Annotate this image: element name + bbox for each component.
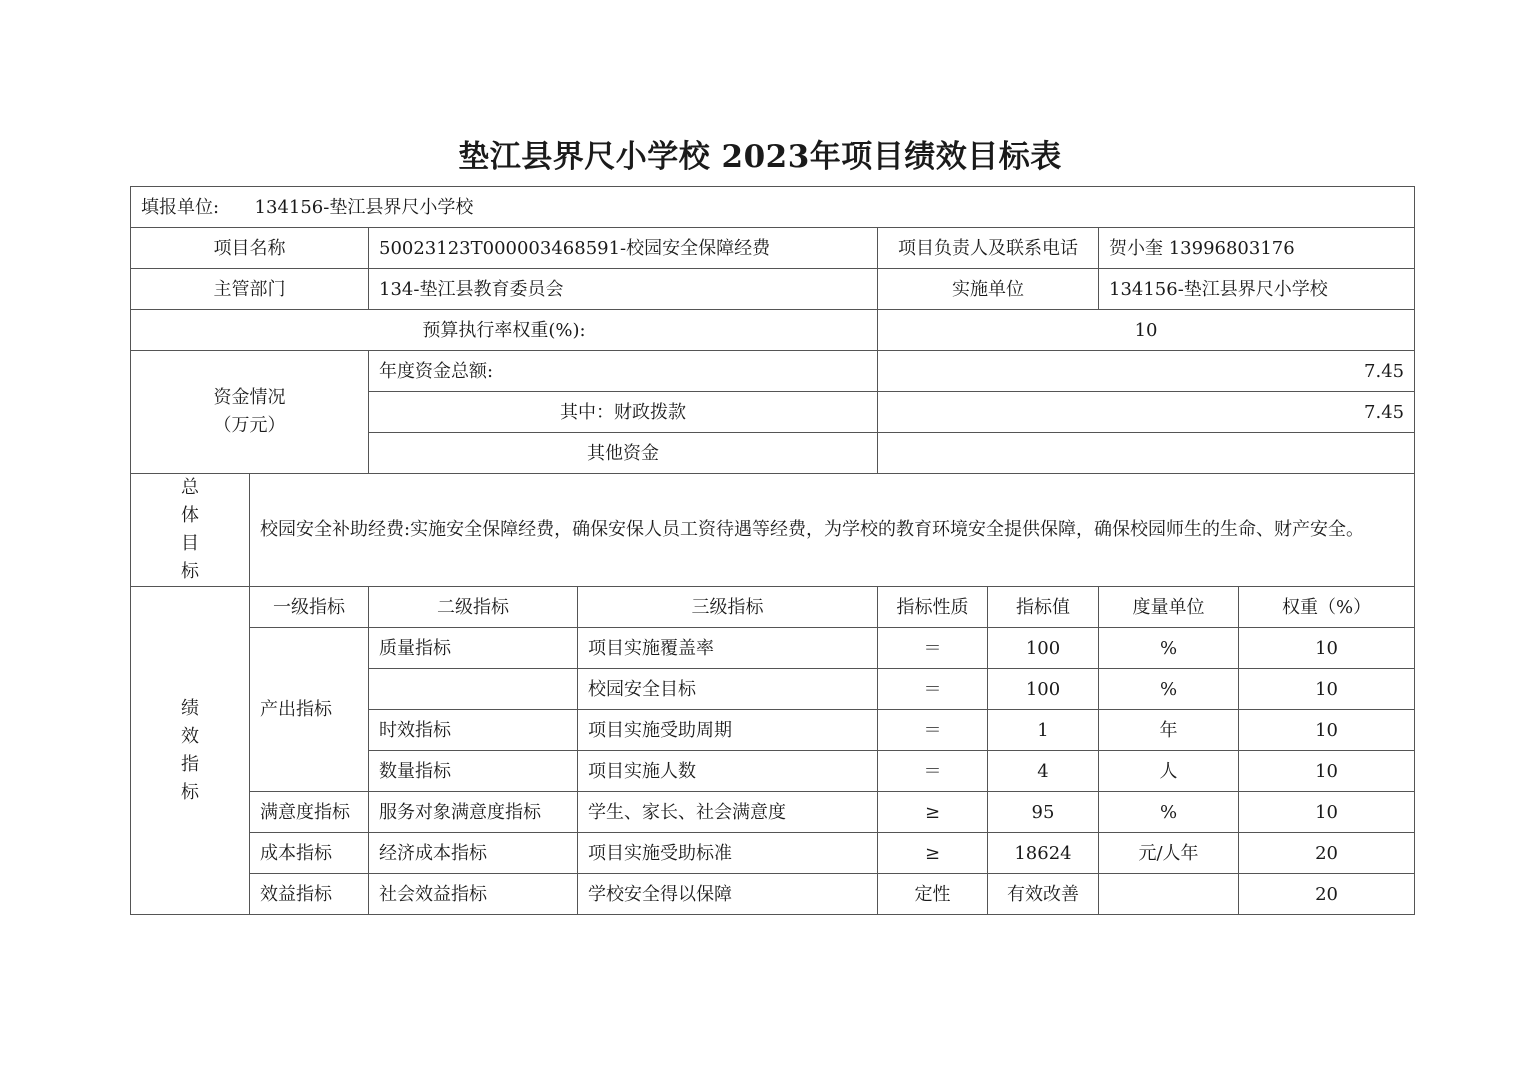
annual-total-value: 7.45 xyxy=(878,351,1415,392)
fill-unit-row xyxy=(131,187,1415,228)
annual-total-row xyxy=(131,351,1415,392)
perf-label-char: 指 xyxy=(181,753,199,775)
level1-cell: 效益指标 xyxy=(250,874,369,915)
other-funds-value xyxy=(878,433,1415,474)
level2-cell: 经济成本指标 xyxy=(369,833,578,874)
unit-cell: % xyxy=(1099,669,1239,710)
goal-label-char: 总 xyxy=(181,477,199,498)
fiscal-value: 7.45 xyxy=(878,392,1415,433)
level2-cell: 社会效益指标 xyxy=(369,874,578,915)
header-unit: 度量单位 xyxy=(1099,587,1239,628)
level1-cell: 满意度指标 xyxy=(250,792,369,833)
level1-cell: 成本指标 xyxy=(250,833,369,874)
level2-cell: 服务对象满意度指标 xyxy=(369,792,578,833)
level3-cell: 学生、家长、社会满意度 xyxy=(578,792,878,833)
header-nature: 指标性质 xyxy=(878,587,988,628)
value-cell: 95 xyxy=(988,792,1099,833)
indicator-header-row xyxy=(131,587,1415,628)
goal-label-char: 目 xyxy=(181,533,199,554)
nature-cell: ＝ xyxy=(878,710,988,751)
value-cell: 有效改善 xyxy=(988,874,1099,915)
weight-cell: 10 xyxy=(1239,628,1415,669)
fill-unit-label: 填报单位: xyxy=(141,196,220,218)
perf-label-char: 标 xyxy=(181,781,199,803)
annual-total-label: 年度资金总额: xyxy=(369,351,878,392)
table-row xyxy=(131,792,1415,833)
budget-weight-row xyxy=(131,310,1415,351)
overall-goal-label xyxy=(131,474,250,587)
level3-cell: 项目实施人数 xyxy=(578,751,878,792)
unit-cell: 元/人年 xyxy=(1099,833,1239,874)
impl-value: 134156-垫江县界尺小学校 xyxy=(1099,269,1415,310)
perf-label-char: 效 xyxy=(181,725,199,747)
perf-label-char: 绩 xyxy=(181,697,199,719)
goal-label-char: 体 xyxy=(181,505,199,526)
weight-cell: 20 xyxy=(1239,833,1415,874)
nature-cell: ＝ xyxy=(878,669,988,710)
level2-cell xyxy=(369,669,578,710)
page-title: 垫江县界尺小学校 2023年项目绩效目标表 xyxy=(458,139,1062,175)
header-level3: 三级指标 xyxy=(578,587,878,628)
overall-goal-text: 校园安全补助经费:实施安全保障经费，确保安保人员工资待遇等经费，为学校的教育环境安全提供保障，确保校园师生的生命、财产安全。 xyxy=(250,474,1415,587)
contact-label: 项目负责人及联系电话 xyxy=(878,228,1099,269)
project-name-label: 项目名称 xyxy=(131,228,369,269)
budget-weight-label: 预算执行率权重(%): xyxy=(131,310,878,351)
contact-value: 贺小奎 13996803176 xyxy=(1099,228,1415,269)
output-group-label: 产出指标 xyxy=(250,628,369,792)
nature-cell: ＝ xyxy=(878,628,988,669)
funds-label xyxy=(131,351,369,474)
funds-label-unit: （万元） xyxy=(213,415,286,436)
unit-cell: 人 xyxy=(1099,751,1239,792)
nature-cell: ≥ xyxy=(878,792,988,833)
unit-cell: % xyxy=(1099,628,1239,669)
fill-unit-cell xyxy=(131,187,1415,228)
performance-label xyxy=(131,587,250,915)
level2-cell: 时效指标 xyxy=(369,710,578,751)
value-cell: 4 xyxy=(988,751,1099,792)
weight-cell: 10 xyxy=(1239,751,1415,792)
level2-cell: 数量指标 xyxy=(369,751,578,792)
level3-cell: 项目实施覆盖率 xyxy=(578,628,878,669)
level3-cell: 校园安全目标 xyxy=(578,669,878,710)
dept-value: 134-垫江县教育委员会 xyxy=(369,269,878,310)
header-level1: 一级指标 xyxy=(250,587,369,628)
table-row xyxy=(131,874,1415,915)
table-row xyxy=(131,833,1415,874)
value-cell: 18624 xyxy=(988,833,1099,874)
dept-label: 主管部门 xyxy=(131,269,369,310)
weight-cell: 10 xyxy=(1239,710,1415,751)
level2-cell: 质量指标 xyxy=(369,628,578,669)
project-name-row xyxy=(131,228,1415,269)
budget-weight-value: 10 xyxy=(878,310,1415,351)
weight-cell: 20 xyxy=(1239,874,1415,915)
funds-label-main: 资金情况 xyxy=(213,387,286,408)
unit-cell: 年 xyxy=(1099,710,1239,751)
overall-goal-row xyxy=(131,474,1415,587)
header-level2: 二级指标 xyxy=(369,587,578,628)
fill-unit-value: 134156-垫江县界尺小学校 xyxy=(254,196,474,218)
goal-label-char: 标 xyxy=(181,561,199,582)
unit-cell xyxy=(1099,874,1239,915)
value-cell: 100 xyxy=(988,628,1099,669)
nature-cell: ＝ xyxy=(878,751,988,792)
level3-cell: 项目实施受助周期 xyxy=(578,710,878,751)
performance-table xyxy=(130,186,1415,915)
header-value: 指标值 xyxy=(988,587,1099,628)
weight-cell: 10 xyxy=(1239,669,1415,710)
header-weight: 权重（%） xyxy=(1239,587,1415,628)
fiscal-label: 其中：财政拨款 xyxy=(369,392,878,433)
value-cell: 1 xyxy=(988,710,1099,751)
level3-cell: 项目实施受助标准 xyxy=(578,833,878,874)
value-cell: 100 xyxy=(988,669,1099,710)
dept-row xyxy=(131,269,1415,310)
table-row xyxy=(131,628,1415,669)
project-name-value: 50023123T000003468591-校园安全保障经费 xyxy=(369,228,878,269)
level3-cell: 学校安全得以保障 xyxy=(578,874,878,915)
nature-cell: 定性 xyxy=(878,874,988,915)
weight-cell: 10 xyxy=(1239,792,1415,833)
nature-cell: ≥ xyxy=(878,833,988,874)
other-funds-label: 其他资金 xyxy=(369,433,878,474)
unit-cell: % xyxy=(1099,792,1239,833)
impl-label: 实施单位 xyxy=(878,269,1099,310)
